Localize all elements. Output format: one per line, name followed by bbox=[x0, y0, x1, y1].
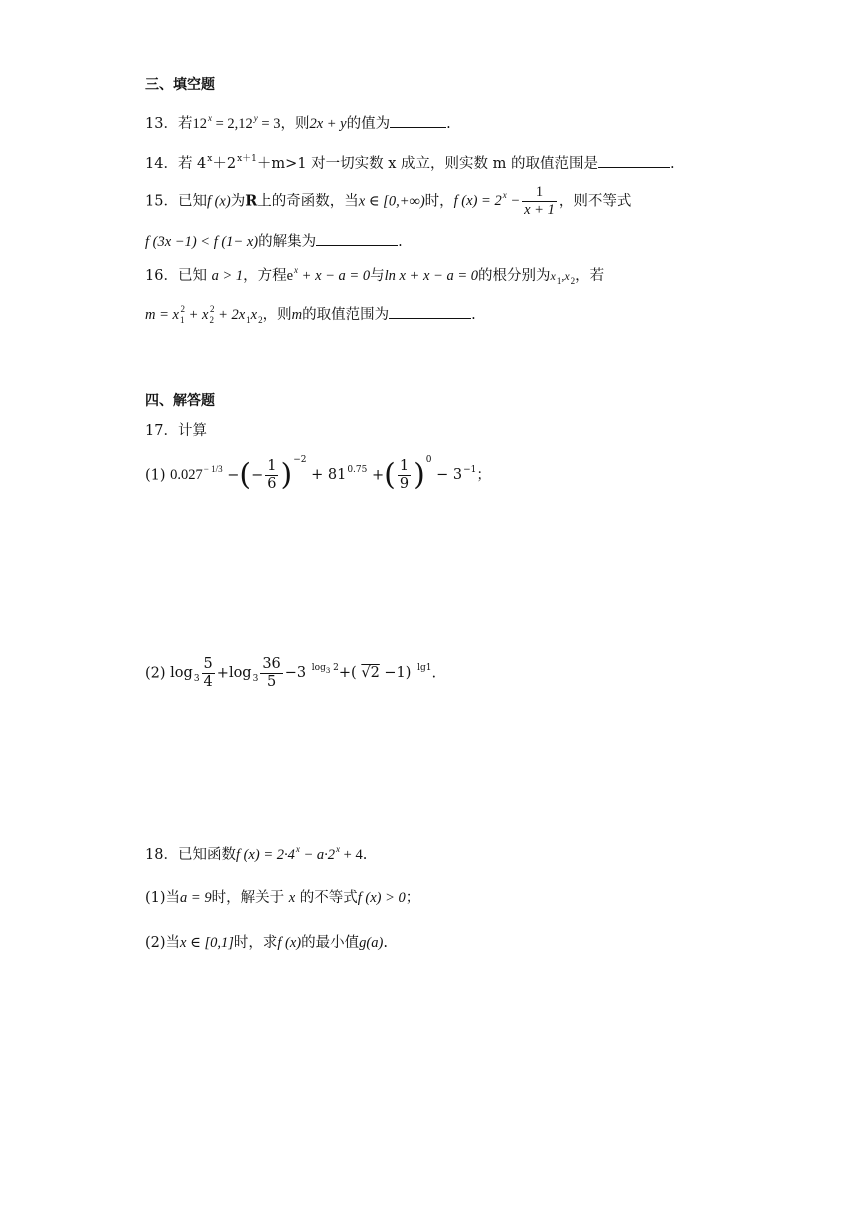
q15-R: R bbox=[245, 192, 258, 210]
q17-p1-plus: + bbox=[371, 467, 385, 484]
q16-m-expr: $m = x_1^2 + x_2^2 + 2x_1x_2$ bbox=[145, 304, 263, 325]
q13-eq: $12^x = 2,12^y = 3$ bbox=[192, 113, 281, 132]
q18-p1-text3: 的不等式 bbox=[299, 890, 358, 906]
q13-expr: 2x + y bbox=[309, 116, 347, 132]
q13-mid: ，则 bbox=[280, 116, 310, 132]
q18-p1-ineq: f (x) > 0 bbox=[357, 890, 406, 906]
q17-p2-frac2: $\frac{36}{5}$ bbox=[262, 656, 281, 690]
q18-p1-a: a = 9 bbox=[180, 890, 212, 906]
q14-text1: 14．若 4 bbox=[145, 156, 207, 172]
q18-p2-text2: 时，求 bbox=[233, 935, 278, 951]
question-16-line2 bbox=[145, 304, 476, 326]
q18-p2-cond: x ∈ [0,1] bbox=[180, 935, 234, 951]
question-16-line1 bbox=[145, 266, 604, 287]
answer-blank bbox=[389, 304, 471, 319]
q18-p2-f: f (x) bbox=[277, 935, 302, 951]
q15-text4: 时， bbox=[424, 193, 454, 210]
q15-fdef: f $(x) = 2^x$ − bbox=[453, 190, 521, 209]
q17-p1-exp2: −2 bbox=[293, 454, 307, 465]
q15-text5: ，则不等式 bbox=[558, 193, 632, 210]
q17-p1-term5: − $3^{-1}$ bbox=[436, 464, 477, 483]
q17-p1-term3: + $81^{0.75}$ bbox=[311, 464, 368, 483]
q17-p1-label: (1) bbox=[145, 467, 166, 484]
q18-p1-text: (1)当 bbox=[145, 890, 181, 906]
q17-p2-plus: + bbox=[216, 665, 229, 682]
q15-text3: 上的奇函数，当 bbox=[257, 193, 359, 210]
q14-text2: ＋2 bbox=[212, 156, 237, 172]
q14-text3: ＋m>1 对一切实数 x 成立，则实数 m 的取值范围是 bbox=[256, 156, 599, 172]
answer-blank bbox=[598, 153, 670, 168]
q15-fraction: $\frac{1}{x + 1}$ bbox=[524, 184, 555, 218]
q17-p1-minus: − bbox=[227, 467, 240, 484]
question-17-title: 17．计算 bbox=[145, 423, 207, 439]
q18-p2-text3: 的最小值 bbox=[301, 935, 360, 951]
q15-end: . bbox=[398, 234, 403, 250]
paren-open: ( bbox=[239, 457, 252, 493]
q13-text: 若 bbox=[177, 116, 193, 132]
q17-p1-frac1: $\frac{1}{6}$ bbox=[267, 458, 277, 492]
q16-text4: 的根分别为 bbox=[477, 268, 551, 284]
q16-eq1: $e^x + x - a = 0$ bbox=[286, 265, 371, 284]
question-17-part2 bbox=[145, 656, 436, 691]
question-17-part1 bbox=[145, 454, 491, 493]
answer-blank bbox=[316, 231, 398, 246]
q18-p2-g: g(a) bbox=[359, 935, 384, 951]
q13-post: 的值为 bbox=[346, 116, 391, 132]
answer-blank bbox=[390, 113, 446, 128]
q17-p2-log1: $\log_3$ bbox=[170, 664, 200, 684]
q18-p1-x: x bbox=[288, 890, 296, 906]
q14-exp2: x＋1 bbox=[237, 154, 257, 164]
q15-text2: 为 bbox=[230, 193, 246, 210]
question-14 bbox=[145, 153, 675, 176]
q17-p2-tail: +( √2 −1) $^{lg1}$ bbox=[338, 662, 432, 681]
q18-p1-text2: 时，解关于 bbox=[211, 890, 285, 906]
q17-p2-label: (2) bbox=[145, 665, 166, 682]
q14-end: . bbox=[670, 156, 675, 172]
q18-def: f $(x) = 2\cdot 4^x - a\cdot 2^x + 4$ bbox=[235, 844, 363, 863]
q17-p1-end: ； bbox=[476, 467, 491, 484]
question-13 bbox=[145, 113, 451, 135]
question-18-part1 bbox=[145, 888, 420, 908]
q17-p1-exp3: 0 bbox=[425, 454, 432, 465]
paren-open: ( bbox=[384, 457, 396, 493]
question-18 bbox=[145, 845, 367, 866]
q17-p1-neg: − bbox=[251, 467, 264, 484]
q16-text7: 的取值范围为 bbox=[302, 307, 390, 323]
q17-p1-frac2: $\frac{1}{9}$ bbox=[399, 458, 410, 492]
q16-text2: ，方程 bbox=[243, 268, 287, 284]
question-18-part2 bbox=[145, 933, 388, 953]
q17-p1-term1: $0.027^{- 1/3}$ bbox=[170, 464, 223, 483]
q18-p2-end: . bbox=[383, 935, 388, 951]
q15-ineq: f (3x −1) < f (1− x) bbox=[145, 234, 259, 250]
q16-mvar: m bbox=[291, 307, 303, 323]
q18-p2-text: (2)当 bbox=[145, 935, 181, 951]
q13-end: . bbox=[446, 116, 451, 132]
section-title-answers: 四、解答题 bbox=[145, 393, 215, 409]
paren-close: ) bbox=[413, 457, 425, 493]
q17-p2-power: −3 $^{log_3 2}$ bbox=[284, 662, 339, 681]
q18-p1-end: ； bbox=[405, 890, 421, 906]
q16-roots: $x_1,x_2$ bbox=[550, 269, 576, 286]
q17-p2-frac1: $\frac{5}{4}$ bbox=[203, 656, 213, 690]
q16-text6: ，则 bbox=[262, 307, 292, 323]
q15-text6: 的解集为 bbox=[258, 234, 317, 250]
q18-text1: 18．已知函数 bbox=[145, 847, 236, 863]
paren-close: ) bbox=[280, 457, 293, 493]
q15-cond: x ∈ [0,+∞) bbox=[358, 193, 425, 210]
section-title-fill-in: 三、填空题 bbox=[145, 77, 215, 93]
q16-cond: a > 1 bbox=[211, 268, 244, 284]
q16-eq2: ln x + x − a = 0 bbox=[384, 268, 478, 284]
q17-p2-log2: $\log_3$ bbox=[228, 664, 259, 684]
q15-text1: 15．已知 bbox=[145, 193, 207, 210]
q13-number: 13． bbox=[145, 116, 178, 132]
q16-end: . bbox=[471, 307, 476, 323]
q18-end: . bbox=[362, 847, 368, 863]
q14-exp1: x bbox=[207, 154, 213, 164]
question-15-line2 bbox=[145, 231, 403, 252]
question-15-line1 bbox=[145, 184, 631, 219]
q15-fx: f (x) bbox=[206, 193, 231, 210]
q17-p2-end: . bbox=[431, 665, 437, 682]
q16-text3: 与 bbox=[370, 268, 385, 284]
q16-text5: ，若 bbox=[575, 268, 605, 284]
q16-text1: 16．已知 bbox=[145, 268, 207, 284]
